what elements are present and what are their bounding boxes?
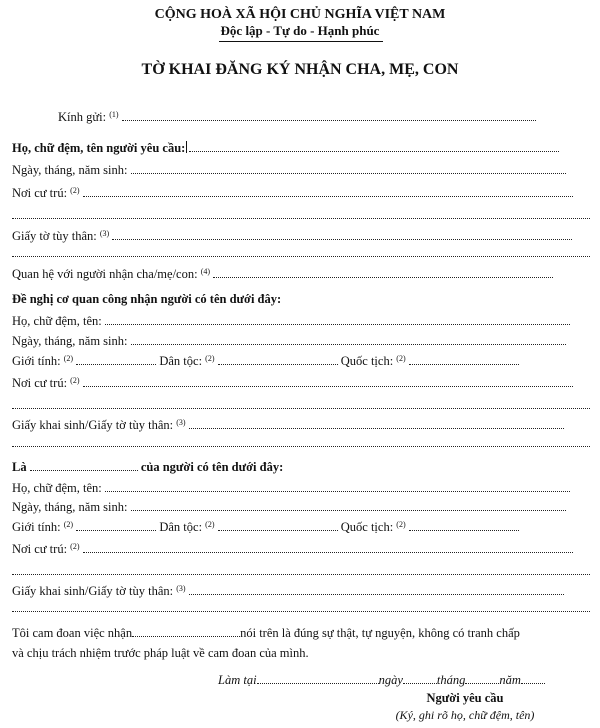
person2-heading bbox=[12, 460, 283, 475]
person1-name-field[interactable] bbox=[105, 323, 570, 325]
person2-birth-cert-field[interactable] bbox=[189, 593, 564, 595]
person1-birth-cert-field[interactable] bbox=[189, 427, 564, 429]
kinh-gui-label: Kính gửi: bbox=[58, 110, 107, 124]
person2-residence-line bbox=[12, 542, 573, 557]
month-field[interactable] bbox=[465, 682, 499, 684]
person1-residence-label: Nơi cư trú: bbox=[12, 376, 68, 390]
person2-heading-start: Là bbox=[12, 460, 27, 474]
person2-residence-label: Nơi cư trú: bbox=[12, 542, 68, 556]
person1-birth-cert-line bbox=[12, 418, 564, 433]
note-2: (2) bbox=[396, 520, 406, 529]
year-field[interactable] bbox=[521, 682, 545, 684]
person1-residence-field-2[interactable] bbox=[12, 408, 590, 409]
note-2: (2) bbox=[70, 186, 80, 195]
place-date-line bbox=[218, 673, 545, 688]
note-3: (3) bbox=[176, 418, 186, 427]
requester-residence-label: Nơi cư trú: bbox=[12, 186, 68, 200]
note-2: (2) bbox=[63, 354, 74, 363]
person2-birth-cert-line bbox=[12, 584, 564, 599]
requester-residence-field[interactable] bbox=[83, 195, 573, 197]
declaration-line-2: và chịu trách nhiệm trước pháp luật về cam đoan của mình. bbox=[12, 646, 309, 660]
day-label: ngày bbox=[378, 673, 403, 687]
person2-birth-cert-label: Giấy khai sinh/Giấy tờ tùy thân: bbox=[12, 584, 174, 598]
place-field[interactable] bbox=[257, 682, 379, 684]
person2-gender-line bbox=[12, 520, 519, 535]
person2-name-line bbox=[12, 481, 570, 496]
requester-id-field[interactable] bbox=[112, 238, 572, 240]
requester-residence-line bbox=[12, 186, 573, 201]
relation-type-field[interactable] bbox=[30, 469, 138, 471]
requester-id-field-2[interactable] bbox=[12, 256, 590, 257]
note-2: (2) bbox=[70, 542, 80, 551]
relation-label: Quan hệ với người nhận cha/mẹ/con: bbox=[12, 267, 198, 281]
note-3: (3) bbox=[99, 229, 110, 238]
note-2: (2) bbox=[396, 354, 406, 363]
kinh-gui-field[interactable] bbox=[122, 119, 536, 121]
declaration-line-1 bbox=[12, 626, 520, 641]
nation-title: CỘNG HOÀ XÃ HỘI CHỦ NGHĨA VIỆT NAM bbox=[154, 7, 446, 22]
declaration-start: Tôi cam đoan việc nhận bbox=[12, 626, 133, 640]
motto: Độc lập - Tự do - Hạnh phúc bbox=[220, 23, 380, 38]
declaration-relation-field[interactable] bbox=[132, 635, 240, 637]
person1-gender-label: Giới tính: bbox=[12, 354, 61, 368]
day-field[interactable] bbox=[403, 682, 437, 684]
person1-ethnicity-label: Dân tộc: bbox=[159, 354, 203, 368]
text-cursor bbox=[186, 141, 187, 153]
person1-gender-line bbox=[12, 354, 519, 369]
person2-dob-label: Ngày, tháng, năm sinh: bbox=[12, 500, 128, 514]
person2-residence-field[interactable] bbox=[83, 551, 573, 553]
person1-nationality-field[interactable] bbox=[409, 363, 519, 365]
person2-nationality-field[interactable] bbox=[409, 529, 519, 531]
kinh-gui-line bbox=[58, 110, 536, 125]
person1-gender-field[interactable] bbox=[76, 363, 156, 365]
person1-dob-line bbox=[12, 334, 566, 349]
person2-name-label: Họ, chữ đệm, tên: bbox=[12, 481, 102, 495]
person2-heading-end: của người có tên dưới đây: bbox=[140, 460, 284, 474]
person1-residence-line bbox=[12, 376, 573, 391]
person2-name-field[interactable] bbox=[105, 490, 570, 492]
note-2: (2) bbox=[63, 520, 74, 529]
person1-ethnicity-field[interactable] bbox=[218, 363, 338, 365]
motto-underline bbox=[219, 41, 383, 42]
person2-ethnicity-label: Dân tộc: bbox=[159, 520, 203, 534]
note-2: (2) bbox=[205, 354, 215, 363]
person2-nationality-label: Quốc tịch: bbox=[340, 520, 394, 534]
person1-birth-cert-label: Giấy khai sinh/Giấy tờ tùy thân: bbox=[12, 418, 174, 432]
person2-gender-field[interactable] bbox=[76, 529, 156, 531]
person2-dob-field[interactable] bbox=[131, 509, 566, 511]
requester-name-line bbox=[12, 141, 559, 156]
place-label: Làm tại bbox=[218, 673, 257, 687]
requester-id-line bbox=[12, 229, 572, 244]
person2-birth-cert-field-2[interactable] bbox=[12, 611, 590, 612]
requester-dob-line bbox=[12, 163, 566, 178]
month-label: tháng bbox=[436, 673, 466, 687]
form-title: TỜ KHAI ĐĂNG KÝ NHẬN CHA, MẸ, CON bbox=[141, 61, 459, 78]
year-label: năm bbox=[499, 673, 521, 687]
person2-residence-field-2[interactable] bbox=[12, 574, 590, 575]
person1-name-label: Họ, chữ đệm, tên: bbox=[12, 314, 102, 328]
requester-dob-label: Ngày, tháng, năm sinh: bbox=[12, 163, 128, 177]
relation-field[interactable] bbox=[213, 276, 553, 278]
person1-heading: Đề nghị cơ quan công nhận người có tên dưới đây: bbox=[12, 292, 282, 306]
person1-name-line bbox=[12, 314, 570, 329]
note-2: (2) bbox=[70, 376, 80, 385]
requester-dob-field[interactable] bbox=[131, 172, 566, 174]
note-2: (2) bbox=[205, 520, 215, 529]
relation-line bbox=[12, 267, 553, 282]
requester-id-label: Giấy tờ tùy thân: bbox=[12, 229, 97, 243]
sign-note: (Ký, ghi rõ họ, chữ đệm, tên) bbox=[395, 708, 535, 722]
requester-residence-field-2[interactable] bbox=[12, 218, 590, 219]
person2-ethnicity-field[interactable] bbox=[218, 529, 338, 531]
person1-dob-field[interactable] bbox=[131, 343, 566, 345]
person1-nationality-label: Quốc tịch: bbox=[340, 354, 394, 368]
note-4: (4) bbox=[200, 267, 211, 276]
note-3: (3) bbox=[176, 584, 186, 593]
person1-dob-label: Ngày, tháng, năm sinh: bbox=[12, 334, 128, 348]
requester-name-field[interactable] bbox=[189, 150, 559, 152]
signer-label: Người yêu cầu bbox=[426, 691, 504, 705]
requester-name-label: Họ, chữ đệm, tên người yêu cầu: bbox=[12, 141, 186, 155]
person2-dob-line bbox=[12, 500, 566, 515]
declaration-end: nói trên là đúng sự thật, tự nguyện, không có tranh chấp bbox=[240, 626, 520, 640]
person2-gender-label: Giới tính: bbox=[12, 520, 61, 534]
person1-birth-cert-field-2[interactable] bbox=[12, 446, 590, 447]
person1-residence-field[interactable] bbox=[83, 385, 573, 387]
note-1: (1) bbox=[109, 110, 119, 119]
